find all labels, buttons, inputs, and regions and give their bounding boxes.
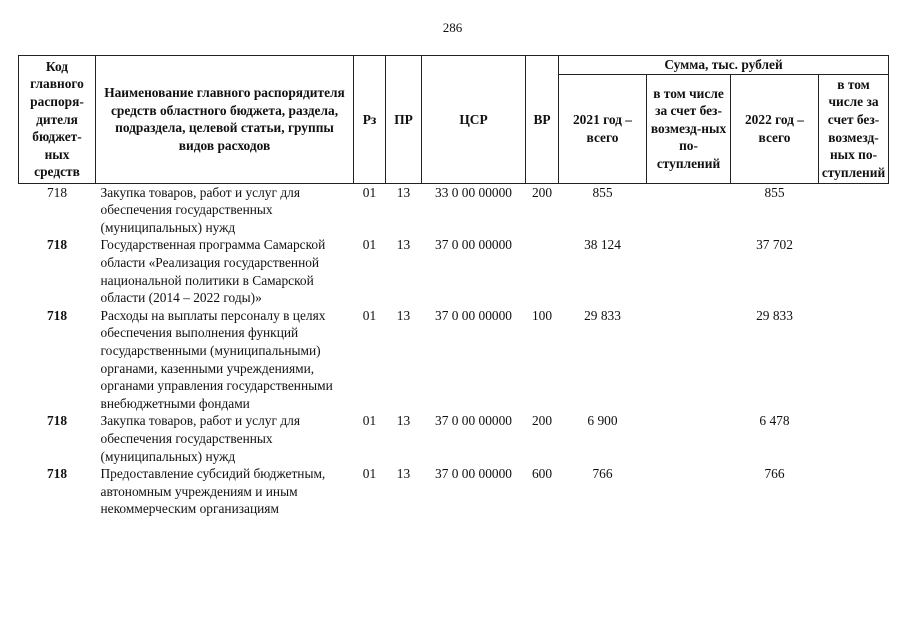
cell-pr: 13: [396, 307, 411, 323]
cell-rz: 01: [362, 307, 377, 323]
cell-2021-free: [647, 412, 731, 465]
cell-rz: 01: [362, 184, 377, 200]
cell-2022-total: 855: [764, 184, 785, 200]
cell-pr: 13: [396, 184, 411, 200]
cell-name: Государственная программа Самарской области «Реализация государственной национальной политики в Самарской области (2014 – 2022 годы)»: [100, 237, 326, 306]
cell-2022-free: [819, 465, 889, 518]
budget-table: [18, 55, 889, 518]
table-row: [19, 236, 889, 306]
cell-name: Закупка товаров, работ и услуг для обеспечения государственных (муниципальных) нужд: [100, 413, 300, 464]
cell-name: Расходы на выплаты персоналу в целях обеспечения выполнения функций государственными (муниципальными) органами, казенными учреждениями, органами управления государственными внебюджетными фондами: [100, 307, 333, 411]
cell-code: 718: [46, 466, 68, 482]
header-name: Наименование главного распорядителя средств областного бюджета, раздела, подраздела, целевой статьи, группы видов расходов: [96, 56, 354, 184]
cell-csr: 37 0 00 00000: [435, 466, 512, 482]
header-csr: ЦСР: [422, 56, 526, 184]
cell-pr: 13: [396, 237, 411, 253]
cell-2021-total: 29 833: [584, 307, 621, 323]
header-2021-free: в том числе за счет без-возмезд-ных по-ступлений: [647, 74, 731, 183]
cell-code: 718: [46, 237, 68, 253]
cell-code: 718: [46, 307, 68, 323]
cell-2021-total: 766: [592, 466, 613, 482]
cell-vr: [526, 236, 559, 306]
header-code: Код главного распоря-дителя бюджет-ных средств: [19, 56, 96, 184]
cell-2021-free: [647, 183, 731, 236]
table-row: [19, 183, 889, 236]
cell-csr: 33 0 00 00000: [435, 184, 512, 200]
cell-2022-total: 766: [764, 466, 785, 482]
table-row: [19, 412, 889, 465]
cell-2021-total: 38 124: [584, 237, 621, 253]
cell-code: 718: [46, 413, 68, 429]
header-rz: Рз: [354, 56, 386, 184]
header-pr: ПР: [386, 56, 422, 184]
cell-2022-total: 37 702: [756, 237, 793, 253]
table-header: [19, 56, 889, 184]
cell-2021-free: [647, 307, 731, 413]
header-sum: Сумма, тыс. рублей: [559, 56, 889, 75]
page-number: 286: [442, 20, 463, 35]
cell-2022-free: [819, 236, 889, 306]
header-2022-free: в том числе за счет без-возмезд-ных по-ступлений: [819, 74, 889, 183]
cell-pr: 13: [396, 466, 411, 482]
cell-rz: 01: [362, 237, 377, 253]
cell-rz: 01: [362, 413, 377, 429]
cell-code: 718: [46, 184, 68, 200]
table-row: [19, 465, 889, 518]
cell-2021-total: 6 900: [587, 413, 618, 429]
header-2022-total: 2022 год – всего: [731, 74, 819, 183]
cell-name: Закупка товаров, работ и услуг для обеспечения государственных (муниципальных) нужд: [100, 184, 300, 235]
cell-2022-total: 6 478: [759, 413, 790, 429]
cell-2021-total: 855: [592, 184, 613, 200]
header-2021-total: 2021 год – всего: [559, 74, 647, 183]
cell-csr: 37 0 00 00000: [435, 237, 512, 253]
cell-pr: 13: [396, 413, 411, 429]
cell-name: Предоставление субсидий бюджетным, автономным учреждениям и иным некоммерческим организациям: [100, 466, 326, 517]
cell-2021-free: [647, 236, 731, 306]
cell-2021-free: [647, 465, 731, 518]
cell-vr: 200: [531, 413, 553, 429]
cell-2022-free: [819, 307, 889, 413]
cell-vr: 100: [531, 307, 553, 323]
cell-csr: 37 0 00 00000: [435, 413, 512, 429]
cell-2022-total: 29 833: [756, 307, 793, 323]
table-body: [19, 183, 889, 518]
cell-vr: 200: [531, 184, 553, 200]
cell-vr: 600: [531, 466, 553, 482]
table-row: [19, 307, 889, 413]
header-vr: ВР: [526, 56, 559, 184]
cell-2022-free: [819, 183, 889, 236]
cell-2022-free: [819, 412, 889, 465]
cell-csr: 37 0 00 00000: [435, 307, 512, 323]
cell-rz: 01: [362, 466, 377, 482]
